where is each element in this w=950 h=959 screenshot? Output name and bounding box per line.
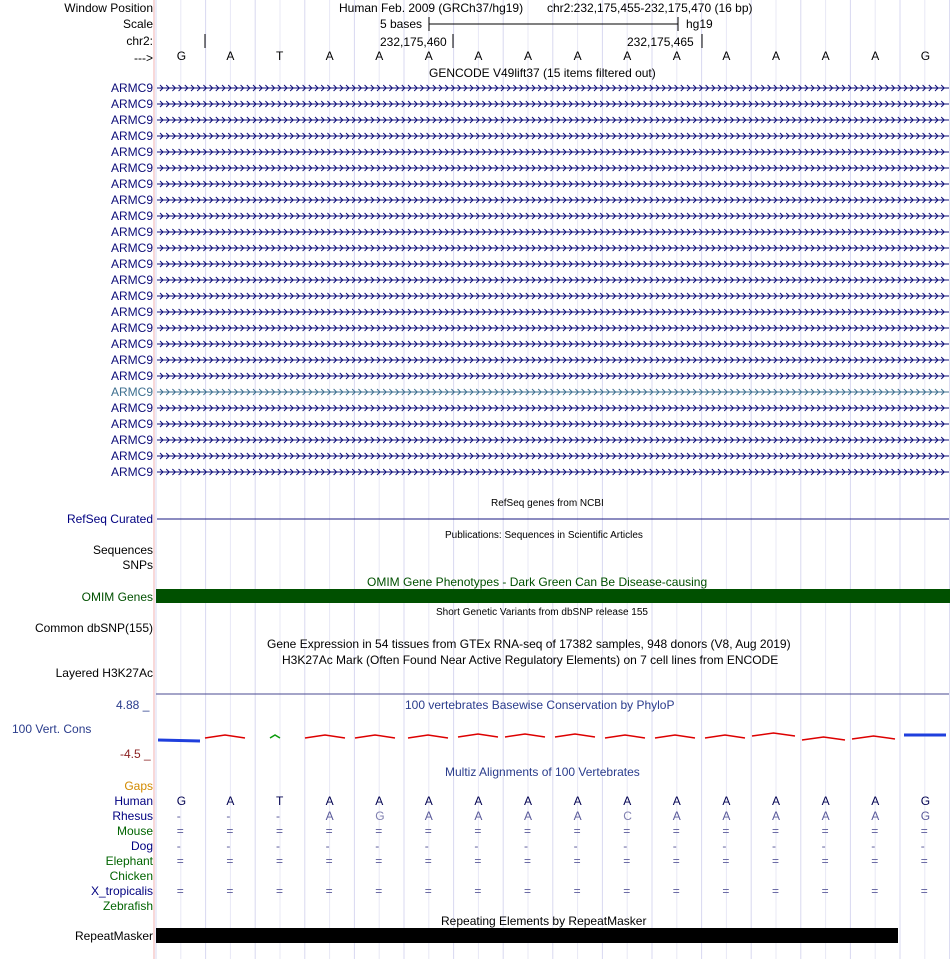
aligned-base: A (573, 809, 582, 823)
aligned-base: - (226, 809, 231, 823)
base-letter: A (772, 49, 781, 63)
position-title: chr2:232,175,455-232,175,470 (16 bp) (547, 1, 753, 15)
phylop-max-label: 4.88 _ (116, 698, 150, 712)
gencode-gene-label[interactable]: ARMC9 (110, 417, 153, 431)
aligned-base: = (176, 824, 184, 838)
aligned-base: = (424, 884, 432, 898)
window-position-label: Window Position (64, 1, 153, 15)
coordinate-label: 232,175,465 (627, 35, 694, 49)
aligned-base: A (623, 794, 632, 808)
species-label[interactable]: Rhesus (112, 809, 153, 823)
phylop-score (605, 735, 645, 738)
gencode-gene-label[interactable]: ARMC9 (110, 257, 153, 271)
snps-label[interactable]: SNPs (122, 558, 153, 572)
phylop-score (655, 735, 695, 738)
gencode-gene-label[interactable]: ARMC9 (110, 97, 153, 111)
aligned-base: A (672, 809, 681, 823)
gencode-gene-label[interactable]: ARMC9 (110, 145, 153, 159)
aligned-base: = (821, 854, 829, 868)
gencode-gene-label[interactable]: ARMC9 (110, 369, 153, 383)
aligned-base: = (722, 824, 730, 838)
aligned-base: A (474, 809, 483, 823)
aligned-base: = (573, 884, 581, 898)
base-letter: A (623, 49, 632, 63)
aligned-base: - (276, 839, 280, 853)
aligned-base: A (424, 794, 433, 808)
gencode-gene-label[interactable]: ARMC9 (110, 129, 153, 143)
aligned-base: G (176, 794, 187, 808)
gtex-track-title[interactable]: Gene Expression in 54 tissues from GTEx RNA-seq of 17382 samples, 948 donors (V8, Aug 2019) (267, 637, 791, 651)
aligned-base: = (573, 854, 581, 868)
aligned-base: A (524, 794, 533, 808)
scale-label: Scale (122, 17, 153, 31)
phylop-score (305, 735, 345, 738)
aligned-base: A (424, 809, 433, 823)
base-letter: A (424, 49, 433, 63)
gencode-gene-label[interactable]: ARMC9 (110, 385, 153, 399)
species-label[interactable]: Human (114, 794, 153, 808)
gencode-gene-label[interactable]: ARMC9 (110, 401, 153, 415)
phylop-score (852, 736, 895, 739)
phylop-score (705, 735, 745, 738)
base-letter: T (276, 49, 284, 63)
omim-track-title[interactable]: OMIM Gene Phenotypes - Dark Green Can Be Disease-causing (367, 575, 708, 589)
aligned-base: = (474, 884, 482, 898)
publications-track-title[interactable]: Publications: Sequences in Scientific Articles (445, 530, 643, 541)
gencode-gene-label[interactable]: ARMC9 (110, 273, 153, 287)
aligned-base: A (821, 794, 830, 808)
phylop-score (408, 735, 448, 738)
gencode-track-title[interactable]: GENCODE V49lift37 (15 items filtered out) (429, 66, 656, 80)
aligned-base: C (623, 809, 632, 823)
gaps-label: Gaps (124, 779, 153, 793)
gencode-gene-label[interactable]: ARMC9 (110, 465, 153, 479)
aligned-base: = (871, 884, 879, 898)
aligned-base: - (474, 839, 479, 853)
phylop-score (802, 737, 845, 740)
base-letter: A (325, 49, 334, 63)
phylop-score (555, 734, 595, 737)
aligned-base: - (325, 839, 330, 853)
phylop-score (205, 735, 245, 738)
base-letter: A (821, 49, 830, 63)
aligned-base: A (524, 809, 533, 823)
aligned-base: = (672, 854, 680, 868)
aligned-base: = (474, 854, 482, 868)
omim-bar (156, 589, 950, 603)
phylop-score (505, 734, 545, 737)
aligned-base: - (821, 839, 826, 853)
aligned-base: = (375, 854, 383, 868)
species-label[interactable]: X_tropicalis (90, 884, 153, 898)
aligned-base: = (375, 824, 383, 838)
aligned-base: A (672, 794, 681, 808)
gencode-gene-label[interactable]: ARMC9 (110, 305, 153, 319)
aligned-base: - (176, 839, 181, 853)
gencode-gene-label[interactable]: ARMC9 (110, 81, 153, 95)
aligned-base: T (276, 794, 284, 808)
species-label[interactable]: Zebrafish (102, 899, 153, 913)
repeatmasker-bar (156, 928, 898, 943)
gencode-gene-label[interactable]: ARMC9 (110, 193, 153, 207)
aligned-base: = (821, 824, 829, 838)
base-letter: A (474, 49, 483, 63)
aligned-base: - (623, 839, 628, 853)
aligned-base: = (226, 854, 234, 868)
phylop-score (270, 735, 280, 738)
base-letter: A (871, 49, 880, 63)
gencode-gene-label[interactable]: ARMC9 (110, 353, 153, 367)
aligned-base: - (722, 839, 727, 853)
phylop-min-label: -4.5 _ (120, 747, 151, 761)
scale-text: 5 bases (380, 17, 423, 31)
chrom-label: chr2: (126, 34, 153, 48)
gencode-gene-label[interactable]: ARMC9 (110, 161, 153, 175)
aligned-base: = (325, 854, 333, 868)
base-letter: G (920, 49, 931, 63)
phylop-label[interactable]: 100 Vert. Cons (12, 722, 92, 736)
aligned-base: - (276, 809, 280, 823)
aligned-base: A (474, 794, 483, 808)
base-letter: A (524, 49, 533, 63)
aligned-base: G (920, 809, 931, 823)
aligned-base: - (573, 839, 578, 853)
aligned-base: A (871, 809, 880, 823)
aligned-base: = (672, 884, 680, 898)
base-letter: G (176, 49, 187, 63)
aligned-base: = (524, 884, 532, 898)
aligned-base: = (623, 824, 631, 838)
aligned-base: A (226, 794, 235, 808)
aligned-base: = (672, 824, 680, 838)
repeatmasker-track-title[interactable]: Repeating Elements by RepeatMasker (441, 914, 647, 928)
aligned-base: = (920, 854, 928, 868)
aligned-base: = (623, 854, 631, 868)
base-letter: A (226, 49, 235, 63)
aligned-base: A (772, 809, 781, 823)
sequences-label[interactable]: Sequences (92, 543, 153, 557)
species-label[interactable]: Elephant (105, 854, 153, 868)
aligned-base: = (424, 854, 432, 868)
aligned-base: - (375, 839, 380, 853)
base-letter: A (375, 49, 384, 63)
aligned-base: = (276, 884, 284, 898)
base-letter: A (672, 49, 681, 63)
gencode-gene-label[interactable]: ARMC9 (110, 209, 153, 223)
aligned-base: - (424, 839, 429, 853)
aligned-base: = (772, 884, 780, 898)
aligned-base: = (375, 884, 383, 898)
base-letter: A (573, 49, 582, 63)
aligned-base: = (176, 854, 184, 868)
aligned-base: - (772, 839, 776, 853)
species-label[interactable]: Dog (130, 839, 153, 853)
gencode-gene-label[interactable]: ARMC9 (110, 321, 153, 335)
dbsnp-track-title[interactable]: Short Genetic Variants from dbSNP release 155 (436, 607, 648, 618)
aligned-base: A (722, 794, 731, 808)
phylop-score (752, 733, 795, 736)
assembly-title: Human Feb. 2009 (GRCh37/hg19) (339, 1, 524, 15)
aligned-base: = (871, 854, 879, 868)
multiz-track-title[interactable]: Multiz Alignments of 100 Vertebrates (445, 765, 640, 779)
aligned-base: = (524, 824, 532, 838)
base-letter: A (722, 49, 731, 63)
aligned-base: = (424, 824, 432, 838)
aligned-base: = (772, 824, 780, 838)
aligned-base: - (226, 839, 231, 853)
refseq-label[interactable]: RefSeq Curated (66, 512, 153, 526)
species-label[interactable]: Mouse (116, 824, 153, 838)
gencode-gene-label[interactable]: ARMC9 (110, 225, 153, 239)
refseq-track-title[interactable]: RefSeq genes from NCBI (491, 498, 604, 509)
h3k27ac-track-title[interactable]: H3K27Ac Mark (Often Found Near Active Regulatory Elements) on 7 cell lines from ENCODE (282, 653, 779, 667)
omim-label[interactable]: OMIM Genes (81, 590, 153, 604)
aligned-base: A (325, 794, 334, 808)
aligned-base: - (920, 839, 925, 853)
aligned-base: - (871, 839, 876, 853)
aligned-base: A (325, 809, 334, 823)
phylop-score (355, 735, 395, 738)
gencode-gene-label[interactable]: ARMC9 (110, 449, 153, 463)
aligned-base: - (176, 809, 181, 823)
gencode-gene-label[interactable]: ARMC9 (110, 241, 153, 255)
aligned-base: = (623, 884, 631, 898)
aligned-base: G (920, 794, 931, 808)
gencode-gene-label[interactable]: ARMC9 (110, 337, 153, 351)
aligned-base: = (276, 854, 284, 868)
aligned-base: = (325, 884, 333, 898)
aligned-base: A (821, 809, 830, 823)
aligned-base: A (722, 809, 731, 823)
aligned-base: = (176, 884, 184, 898)
aligned-base: = (920, 824, 928, 838)
aligned-base: = (772, 854, 780, 868)
aligned-base: A (772, 794, 781, 808)
aligned-base: = (276, 824, 284, 838)
aligned-base: = (722, 854, 730, 868)
h3k27ac-label[interactable]: Layered H3K27Ac (55, 666, 153, 680)
aligned-base: = (474, 824, 482, 838)
strand-label: ---> (134, 51, 153, 65)
aligned-base: = (325, 824, 333, 838)
aligned-base: = (871, 824, 879, 838)
aligned-base: - (672, 839, 677, 853)
aligned-base: = (226, 884, 234, 898)
aligned-base: = (226, 824, 234, 838)
dbsnp-label[interactable]: Common dbSNP(155) (34, 621, 153, 635)
aligned-base: G (375, 809, 385, 823)
phylop-negative-glyph (158, 740, 200, 741)
db-text: hg19 (686, 17, 713, 31)
aligned-base: = (524, 854, 532, 868)
species-label[interactable]: Chicken (109, 869, 153, 883)
aligned-base: = (920, 884, 928, 898)
gencode-gene-label[interactable]: ARMC9 (110, 433, 153, 447)
gencode-gene-label[interactable]: ARMC9 (110, 113, 153, 127)
aligned-base: = (821, 884, 829, 898)
aligned-base: = (722, 884, 730, 898)
aligned-base: - (524, 839, 528, 853)
aligned-base: A (375, 794, 384, 808)
repeatmasker-label[interactable]: RepeatMasker (74, 929, 153, 943)
aligned-base: A (871, 794, 880, 808)
gencode-gene-label[interactable]: ARMC9 (110, 177, 153, 191)
aligned-base: A (573, 794, 582, 808)
coordinate-label: 232,175,460 (380, 35, 447, 49)
phylop-track-title[interactable]: 100 vertebrates Basewise Conservation by PhyloP (405, 698, 675, 712)
aligned-base: = (573, 824, 581, 838)
gencode-gene-label[interactable]: ARMC9 (110, 289, 153, 303)
